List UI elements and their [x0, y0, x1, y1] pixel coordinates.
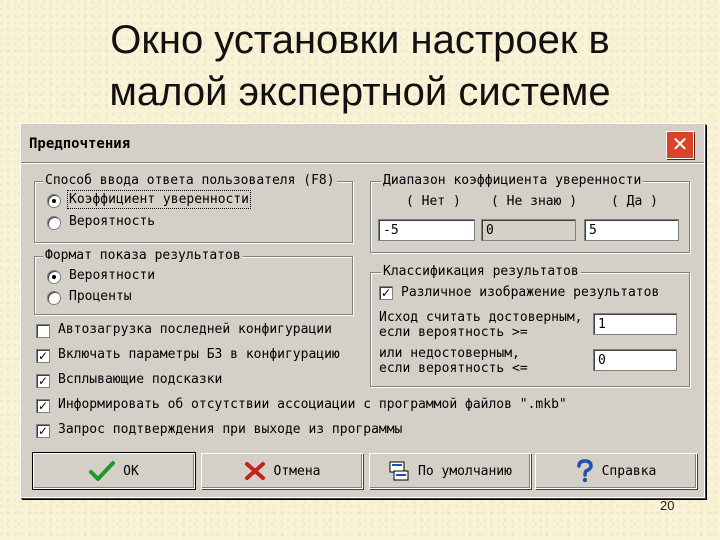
classification-group	[370, 264, 690, 387]
window-title: Предпочтения	[29, 136, 131, 152]
result-format-legend: Формат показа результатов	[45, 248, 241, 263]
checkbox-exit-confirm[interactable]: ✓	[37, 424, 49, 438]
title-separator	[21, 162, 704, 164]
radio-percents-label[interactable]: Проценты	[69, 289, 132, 304]
cancel-button-label: Отмена	[273, 463, 321, 479]
help-button-label: Справка	[601, 463, 657, 479]
preferences-dialog	[20, 123, 705, 498]
range-mid-field: 0	[481, 219, 576, 241]
range-max-field[interactable]: 5	[584, 219, 679, 241]
unreliable-label-line-2: если вероятность <=	[379, 361, 528, 376]
ok-button-label: OK	[123, 463, 139, 479]
input-mode-group	[34, 173, 353, 243]
checkbox-include-kb-params-label[interactable]: Включать параметры БЗ в конфигурацию	[58, 347, 340, 362]
slide-page-number: 20	[660, 498, 675, 513]
reliable-label-line-1: Исход считать достоверным,	[379, 310, 583, 325]
confidence-range-group	[370, 173, 690, 253]
checkbox-exit-confirm-label[interactable]: Запрос подтверждения при выходе из программы	[58, 422, 403, 437]
reliable-threshold-field[interactable]: 1	[593, 313, 677, 335]
defaults-button-label: По умолчанию	[418, 463, 512, 479]
checkbox-include-kb-params[interactable]: ✓	[37, 349, 49, 363]
title-bar	[23, 126, 702, 163]
cancel-button[interactable]	[201, 453, 363, 489]
close-button[interactable]	[666, 131, 694, 159]
checkbox-tooltips[interactable]: ✓	[37, 374, 49, 388]
radio-confidence-coefficient[interactable]	[47, 194, 61, 208]
radio-confidence-coefficient-label[interactable]: Коэффициент уверенности	[69, 192, 250, 207]
checkbox-file-association[interactable]: ✓	[37, 399, 49, 413]
unreliable-threshold-field[interactable]: 0	[593, 349, 677, 371]
result-format-group	[34, 248, 353, 315]
help-button[interactable]	[535, 453, 697, 489]
range-label-yes: ( Да )	[611, 194, 658, 209]
checkmark-icon	[89, 460, 115, 482]
range-label-no: ( Нет )	[406, 194, 461, 209]
question-mark-icon	[576, 459, 594, 483]
ok-button[interactable]	[33, 453, 195, 489]
defaults-button[interactable]	[369, 453, 531, 489]
radio-probability[interactable]	[47, 216, 61, 230]
checkbox-tooltips-label[interactable]: Всплывающие подсказки	[58, 372, 223, 387]
radio-probabilities-label[interactable]: Вероятности	[69, 268, 156, 283]
range-label-unknown: ( Не знаю )	[491, 194, 578, 209]
cross-icon	[244, 461, 266, 481]
classification-legend: Классификация результатов	[383, 264, 579, 279]
reliable-label-line-2: если вероятность >=	[379, 325, 528, 340]
checkbox-distinct-display[interactable]: ✓	[380, 286, 392, 300]
slide-title-line-1: Окно установки настроек в	[110, 18, 610, 62]
confidence-range-legend: Диапазон коэффициента уверенности	[383, 173, 642, 188]
slide-title	[0, 14, 720, 118]
radio-percents[interactable]	[47, 291, 61, 305]
checkbox-autoload-config-label[interactable]: Автозагрузка последней конфигурации	[58, 322, 332, 337]
unreliable-label-line-1: или недостоверным,	[379, 346, 520, 361]
close-icon: ✕	[671, 132, 689, 156]
input-mode-legend: Способ ввода ответа пользователя (F8)	[45, 173, 335, 188]
checkbox-distinct-display-label[interactable]: Различное изображение результатов	[401, 285, 660, 300]
checkbox-autoload-config[interactable]	[36, 324, 50, 338]
checkbox-file-association-label[interactable]: Информировать об отсутствии ассоциации с программой файлов ".mkb"	[58, 397, 567, 412]
range-min-field[interactable]: -5	[378, 219, 475, 241]
slide-title-line-2: малой экспертной системе	[109, 70, 611, 114]
defaults-icon	[388, 460, 410, 482]
radio-probabilities[interactable]	[47, 270, 61, 284]
radio-probability-label[interactable]: Вероятность	[69, 214, 156, 229]
